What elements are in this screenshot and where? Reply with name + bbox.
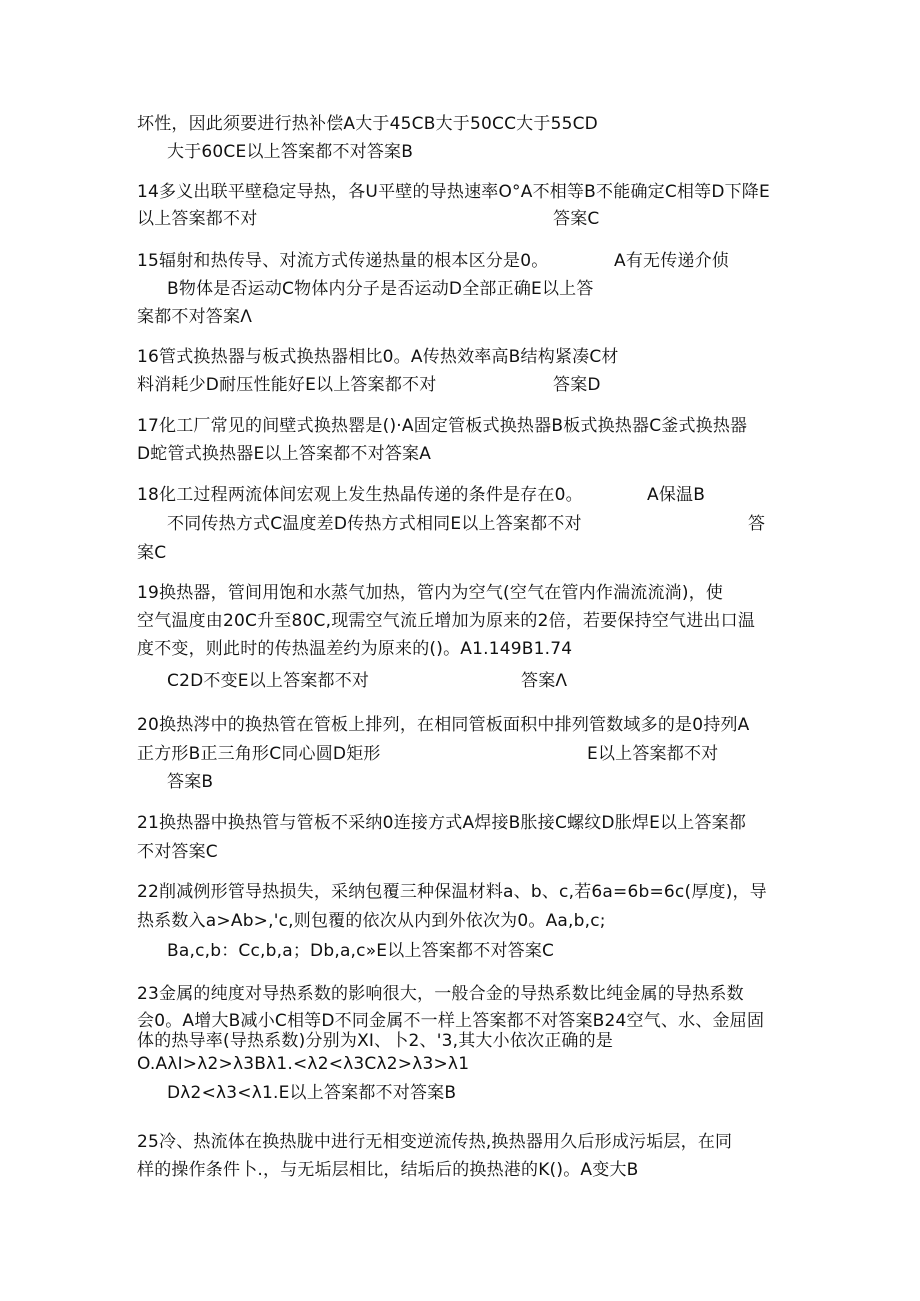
answer-label: 答案Λ bbox=[521, 671, 568, 691]
text-line: 案C bbox=[137, 543, 167, 563]
text-line: 正方形B正三角形C同心圆D矩形 bbox=[137, 744, 381, 764]
question-17-line: 17化工厂常见的间壁式换热罂是()·A固定管板式换热器B板式换热器C釜式换热器 bbox=[137, 416, 748, 436]
text-line: 会0。A增大B减小C相等D不同金属不一样上答案都不对答案B24空气、水、金屈固 bbox=[137, 1011, 765, 1031]
text-line: E以上答案都不对 bbox=[587, 744, 719, 764]
answer-label: 答案C bbox=[553, 209, 600, 229]
question-22-line: 22削减例形管导热损失，采纳包覆三种保温材料a、b、c,若6a=6b=6c(厚度)，导 bbox=[137, 882, 767, 902]
question-16-line: 16管式换热器与板式换热器相比0。A传热效率高B结构紧凑C材 bbox=[137, 347, 619, 367]
text-line: 不对答案C bbox=[137, 842, 218, 862]
text-line: 度不变，则此时的传热温差约为原来的()。A1.149B1.74 bbox=[137, 639, 573, 659]
text-line: 料消耗少D耐压性能好E以上答案都不对 bbox=[137, 375, 437, 395]
answer-label: 答案B bbox=[167, 772, 214, 792]
text-line: 案都不对答案Λ bbox=[137, 307, 253, 327]
question-19-line: 19换热器，管间用饱和水蒸气加热，管内为空气(空气在管内作湍流流淌)，使 bbox=[137, 583, 724, 603]
text-line: 热系数入a>Ab>,'c,则包覆的依次从内到外依次为0。Aa,b,c; bbox=[137, 911, 606, 931]
question-25-line: 25冷、热流体在换热胧中进行无相变逆流传热,换热器用久后形成污垢层，在同 bbox=[137, 1132, 733, 1152]
question-15-line: 15辐射和热传导、对流方式传递热量的根本区分是0。 bbox=[137, 251, 549, 271]
text-line: 以上答案都不对 bbox=[137, 209, 258, 229]
text-line: C2D不变E以上答案都不对 bbox=[167, 671, 370, 691]
text-line: 体的热导率(导热系数)分别为XI、卜2、'3,其大小依次正确的是 bbox=[137, 1031, 614, 1051]
text-line: 空气温度由20C升至80C,现需空气流丘增加为原来的2倍，若要保持空气进出口温 bbox=[137, 611, 756, 631]
question-21-line: 21换热器中换热管与管板不采纳0连接方式A焊接B胀接C螺纹D胀焊E以上答案都 bbox=[137, 813, 747, 833]
text-line: Ba,c,b：Cc,b,a；Db,a,c»E以上答案都不对答案C bbox=[167, 941, 555, 961]
text-line: Dλ2<λ3<λ1.E以上答案都不对答案B bbox=[167, 1083, 457, 1103]
question-20-line: 20换热涔中的换热管在管板上排列，在相同管板面积中排列管数域多的是0持列A bbox=[137, 715, 750, 735]
text-line: O.AλI>λ2>λ3Bλ1.<λ2<λ3Cλ2>λ3>λ1 bbox=[137, 1054, 470, 1074]
text-line: B物体是否运动C物体内分子是否运动D全部正确E以上答 bbox=[167, 279, 594, 299]
text-line: 答 bbox=[748, 514, 766, 534]
text-line: 样的操作条件卜.，与无垢层相比，结垢后的换热港的K()。A变大B bbox=[137, 1160, 639, 1180]
text-line: A有无传递介侦 bbox=[614, 251, 730, 271]
answer-label: 答案D bbox=[553, 375, 601, 395]
question-18-line: 18化工过程两流体间宏观上发生热晶传递的条件是存在0。 bbox=[137, 485, 583, 505]
question-14-line: 14多义出联平壁稳定导热，各U平壁的导热速率O°A不相等B不能确定C相等D下降E bbox=[137, 182, 770, 202]
text-line: 坏性，因此须要进行热补偿A大于45CB大于50CC大于55CD bbox=[137, 114, 598, 134]
question-23-line: 23金属的纯度对导热系数的影响很大，一般合金的导热系数比纯金属的导热系数 bbox=[137, 984, 744, 1004]
text-line: D蛇管式换热器E以上答案都不对答案A bbox=[137, 444, 432, 464]
text-line: 大于60CE以上答案都不对答案B bbox=[167, 142, 414, 162]
text-line: A保温B bbox=[647, 485, 706, 505]
text-line: 不同传热方式C温度差D传热方式相同E以上答案都不对 bbox=[167, 514, 582, 534]
